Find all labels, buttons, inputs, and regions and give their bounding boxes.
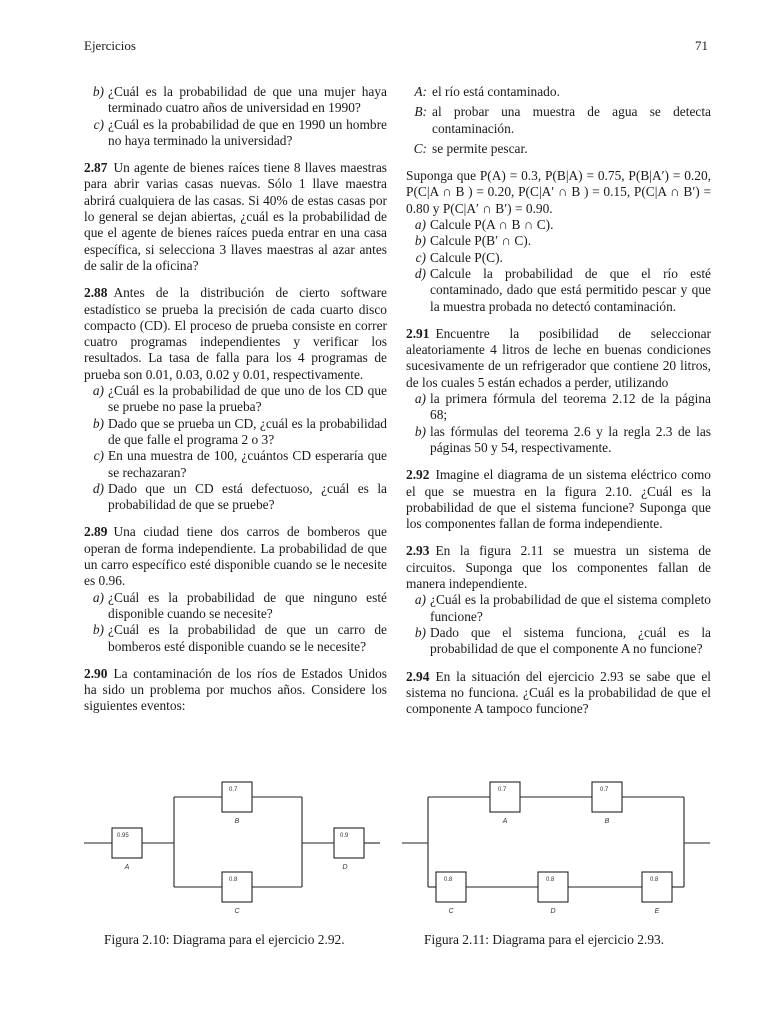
exercise-2-92 [406, 467, 711, 532]
item-text: ¿Cuál es la probabilidad de que en 1990 un hombre no haya terminado la universidad? [108, 116, 387, 148]
item-label: a) [92, 383, 104, 399]
component-value: 0.8 [650, 877, 659, 883]
item-text: Calcule la probabilidad de que el río esté contaminado, dado que está permitido pescar y que la muestra probada no detectó contaminación. [430, 265, 711, 314]
component-value: 0.95 [117, 833, 129, 839]
exercise-text: Imagine el diagrama de un sistema eléctrico como el que se muestra en la figura 2.10. ¿Cuál es la probabilidad de que el sistema funcione? Suponga que los componentes fallan de forma independiente. [406, 467, 711, 532]
item-text: Calcule P(A ∩ B ∩ C). [430, 217, 554, 233]
component-label: A [124, 864, 130, 871]
left-column [84, 84, 387, 715]
list-item [406, 217, 711, 233]
item-text: las fórmulas del teorema 2.6 y la regla 2.3 de las páginas 50 y 54, respectivamente. [430, 423, 711, 455]
exercise-text: La contaminación de los ríos de Estados Unidos ha sido un problema por muchos años. Considere los siguientes eventos: [84, 665, 387, 714]
item-label: b) [414, 624, 426, 640]
item-text: Calcule P(B′ ∩ C). [430, 233, 532, 249]
component-value: 0.8 [229, 877, 238, 883]
list-item [84, 117, 387, 150]
list-item [84, 448, 387, 481]
item-label: a) [414, 391, 426, 407]
item-text: ¿Cuál es la probabilidad de que uno de los CD que se pruebe no pase la prueba? [108, 383, 387, 415]
exercise-2-93 [406, 543, 711, 592]
figure-caption: Figura 2.11: Diagrama para el ejercicio 2.93. [424, 932, 665, 947]
component-label: D [342, 864, 348, 871]
exercise-text: Encuentre la posibilidad de seleccionar aleatoriamente 4 litros de leche en buenas condiciones sucesivamente de un refrigerador que contiene 20 litros, de los cuales 5 están echados a perder, utilizando [406, 325, 711, 390]
component-label: E [654, 908, 660, 915]
item-text: la primera fórmula del teorema 2.12 de la página 68; [430, 391, 711, 423]
exercise-number: 2.88 [84, 285, 108, 301]
exercise-text: Antes de la distribución de cierto software estadístico se prueba la precisión de cada cuarto disco compacto (CD). El proceso de prueba consiste en correr cuatro programas independientes y verificar los resultados. La tasa de falla para los 4 programas de prueba son 0.01, 0.03, 0.02 y 0.01, respectivamente. [84, 285, 387, 382]
component-value: 0.7 [229, 787, 238, 793]
event-definition [406, 104, 711, 137]
list-item [84, 416, 387, 449]
list-item [406, 592, 711, 625]
item-text: Calcule P(C). [430, 249, 503, 265]
item-text: ¿Cuál es la probabilidad de que un carro de bomberos esté disponible cuando se le necesite? [108, 622, 387, 654]
component-box [334, 828, 364, 858]
exercise-number: 2.93 [406, 543, 430, 559]
list-item [84, 84, 387, 117]
list-item [84, 481, 387, 514]
component-value: 0.9 [340, 833, 349, 839]
right-column [406, 84, 711, 717]
page-number: 71 [695, 38, 708, 53]
component-b [592, 782, 622, 825]
component-value: 0.8 [444, 877, 453, 883]
exercise-2-89 [84, 524, 387, 589]
component-d [334, 828, 364, 871]
figure-2-11-diagram [400, 770, 712, 920]
item-text: ¿Cuál es la probabilidad de que una mujer haya terminado cuatro años de universidad en 1990? [108, 84, 387, 116]
event-definition [406, 84, 711, 100]
component-a [112, 828, 142, 871]
item-label: a) [92, 589, 104, 605]
item-label: b) [414, 423, 426, 439]
list-item [406, 424, 711, 457]
list-item [84, 590, 387, 623]
item-text: Dado que se prueba un CD, ¿cuál es la probabilidad de que falle el programa 2 o 3? [108, 415, 387, 447]
event-label: C: [413, 140, 427, 156]
component-c [222, 872, 252, 915]
component-label: A [502, 818, 508, 825]
item-label: a) [414, 592, 426, 608]
exercise-text: En la figura 2.11 se muestra un sistema de circuitos. Suponga que los componentes fallan de manera independiente. [406, 543, 711, 592]
item-text: Dado que un CD está defectuoso, ¿cuál es la probabilidad de que se pruebe? [108, 480, 387, 513]
list-item [406, 625, 711, 658]
exercise-number: 2.94 [406, 668, 430, 684]
list-item [84, 383, 387, 416]
list-item [406, 391, 711, 424]
exercise-2-91 [406, 326, 711, 391]
exercise-number: 2.92 [406, 467, 430, 483]
component-label: B [234, 818, 240, 825]
event-label: A: [414, 84, 427, 99]
event-label: B: [414, 104, 427, 120]
exercise-text: Un agente de bienes raíces tiene 8 llaves maestras para abrir varias casas nuevas. Sólo 1 llave maestra abrirá cualquiera de las casas. Si 40% de estas casas por lo general se dejan abiertas, ¿cuál es la probabilidad de que el agente de bienes raíces pueda entrar en una casa específica, si selecciona 3 llaves maestras al azar antes de salir de la oficina? [84, 160, 387, 273]
item-text: ¿Cuál es la probabilidad de que ninguno esté disponible cuando se necesite? [108, 589, 387, 621]
item-label: c) [93, 116, 104, 132]
list-item [406, 233, 711, 249]
exercise-number: 2.87 [84, 160, 108, 176]
exercise-2-94 [406, 669, 711, 718]
list-item [406, 250, 711, 266]
exercise-number: 2.91 [406, 325, 430, 341]
event-text: el río está contaminado. [432, 84, 560, 99]
item-label: b) [92, 622, 104, 638]
item-label: d) [92, 480, 104, 496]
suppose-paragraph: Suponga que P(A) = 0.3, P(B|A) = 0.75, P(B|A′) = 0.20, P(C|A ∩ B ) = 0.20, P(C|A′ ∩ B ) = 0.15, P(C|A ∩ B′) = 0.80 y P(C|A′ ∩ B′) = 0.90. [406, 168, 711, 216]
list-item [406, 266, 711, 315]
exercise-2-88 [84, 285, 387, 383]
exercise-2-90 [84, 666, 387, 715]
component-label: D [550, 908, 556, 915]
component-value: 0.8 [546, 877, 555, 883]
component-label: C [234, 908, 240, 915]
item-label: b) [92, 84, 104, 99]
item-label: b) [92, 415, 104, 431]
item-text: ¿Cuál es la probabilidad de que el sistema completo funcione? [430, 592, 711, 624]
item-label: d) [414, 265, 426, 281]
item-text: En una muestra de 100, ¿cuántos CD esperaría que se rechazaran? [108, 448, 387, 480]
figure-2-10-diagram [80, 770, 380, 920]
exercise-text: En la situación del ejercicio 2.93 se sabe que el sistema no funciona. ¿Cuál es la probabilidad de que el componente A tampoco funcione? [406, 668, 711, 717]
component-d [538, 872, 568, 915]
exercise-text: Una ciudad tiene dos carros de bomberos que operan de forma independiente. La probabilidad de que un carro específico esté disponible cuando se le necesite es 0.96. [84, 524, 387, 589]
item-text: Dado que el sistema funciona, ¿cuál es la probabilidad de que el componente A no funcione? [430, 624, 711, 657]
exercise-number: 2.90 [84, 665, 108, 681]
component-c [436, 872, 466, 915]
component-a [490, 782, 520, 825]
component-b [222, 782, 252, 825]
event-text: se permite pescar. [432, 140, 528, 156]
list-item [84, 622, 387, 655]
item-label: b) [414, 233, 426, 249]
exercise-number: 2.89 [84, 524, 108, 540]
component-e [642, 872, 672, 915]
exercise-2-87 [84, 160, 387, 274]
item-label: a) [414, 217, 426, 233]
event-text: al probar una muestra de agua se detecta contaminación. [432, 104, 711, 136]
component-value: 0.7 [600, 787, 609, 793]
item-label: c) [93, 448, 104, 464]
component-value: 0.7 [498, 787, 507, 793]
component-label: B [604, 818, 610, 825]
running-header-section: Ejercicios [84, 38, 136, 53]
item-label: c) [415, 249, 426, 265]
event-definition [406, 141, 711, 157]
component-label: C [448, 908, 454, 915]
figure-caption: Figura 2.10: Diagrama para el ejercicio 2.92. [104, 932, 345, 947]
